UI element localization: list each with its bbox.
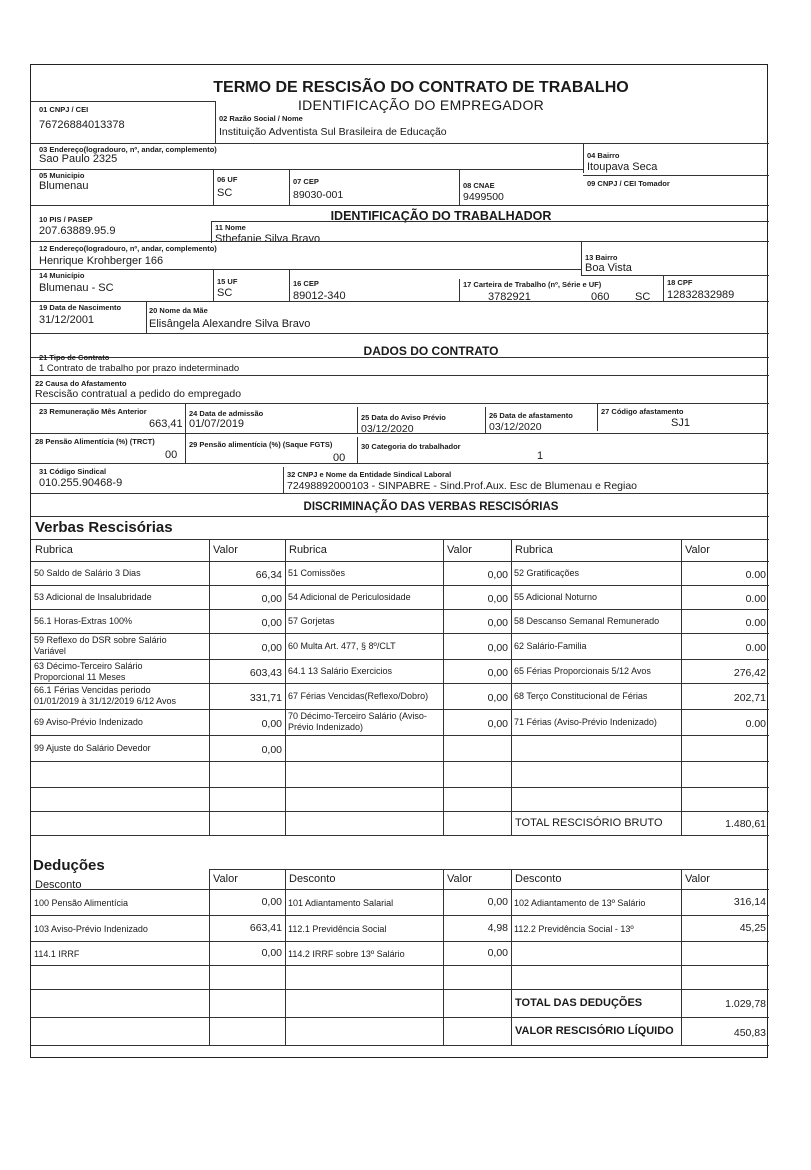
verba-valor: 0,00: [261, 642, 282, 654]
employer-cnpj: 76726884013378: [39, 119, 125, 131]
verba-rubrica: 68 Terço Constitucional de Férias: [514, 690, 648, 701]
contract-admissao: 01/07/2019: [189, 418, 245, 430]
remun-label: 23 Remuneração Mês Anterior: [39, 407, 147, 416]
contract-aviso: 03/12/2020: [361, 423, 414, 435]
worker-cep-label: 16 CEP: [293, 279, 319, 288]
deducao-valor: 0,00: [261, 896, 282, 908]
employer-bairro: Itoupava Seca: [587, 161, 658, 173]
verba-valor: 0.00: [745, 593, 766, 605]
valor-header: Valor: [213, 873, 238, 885]
cnae-label: 08 CNAE: [463, 181, 495, 190]
valor-liquido-value: 450,83: [733, 1027, 766, 1039]
total-bruto-value: 1.480,61: [725, 818, 766, 830]
employer-endereco: Sao Paulo 2325: [39, 153, 118, 165]
verba-valor: 331,71: [249, 692, 282, 704]
worker-ctps-uf: SC: [635, 291, 651, 303]
cod-afast-label: 27 Código afastamento: [601, 407, 684, 416]
rubrica-header: Rubrica: [515, 544, 553, 556]
cnpj-label: 01 CNPJ / CEI: [39, 105, 89, 114]
contract-codigo-sindical: 010.255.90468-9: [39, 477, 123, 489]
worker-municipio: Blumenau - SC: [39, 282, 114, 294]
deducao-desconto: 102 Adiantamento de 13º Salário: [514, 897, 646, 908]
document-title: TERMO DE RESCISÃO DO CONTRATO DE TRABALHO: [213, 79, 629, 96]
deducao-valor: 663,41: [249, 922, 282, 934]
verba-rubrica: 65 Férias Proporcionais 5/12 Avos: [514, 665, 651, 676]
valor-liquido-label: VALOR RESCISÓRIO LÍQUIDO: [515, 1025, 674, 1037]
deducao-desconto: 103 Aviso-Prévio Indenizado: [34, 923, 148, 934]
verba-rubrica: 54 Adicional de Periculosidade: [288, 591, 411, 602]
total-bruto-label: TOTAL RESCISÓRIO BRUTO: [515, 817, 663, 829]
verba-rubrica: 70 Décimo-Terceiro Salário (Aviso- Prévio Indenizado): [288, 711, 427, 732]
verba-valor: 603,43: [249, 667, 282, 679]
verba-valor: 276,42: [733, 667, 766, 679]
worker-mae: Elisângela Alexandre Silva Bravo: [149, 318, 311, 330]
verba-valor: 0,00: [487, 642, 508, 654]
verba-rubrica: 69 Aviso-Prévio Indenizado: [34, 716, 143, 727]
verba-rubrica: 67 Férias Vencidas(Reflexo/Dobro): [288, 690, 429, 701]
contract-entidade-sindical: 72498892000103 - SINPABRE - Sind.Prof.Aux. Esc de Blumenau e Regiao: [287, 480, 638, 492]
deducao-valor: 316,14: [733, 896, 766, 908]
verba-rubrica: 52 Gratificações: [514, 567, 580, 578]
verba-valor: 0,00: [487, 569, 508, 581]
causa-label: 22 Causa do Afastamento: [35, 379, 127, 388]
verba-rubrica: 60 Multa Art. 477, § 8º/CLT: [288, 640, 396, 651]
valor-header: Valor: [447, 873, 472, 885]
municipio-label: 05 Municipio: [39, 171, 85, 180]
verba-valor: 0,00: [261, 617, 282, 629]
worker-endereco-label: 12 Endereço(logradouro, nº, andar, complemento): [39, 244, 217, 253]
valor-header: Valor: [685, 544, 710, 556]
contract-tipo: 1 Contrato de trabalho por prazo indeterminado: [39, 363, 240, 374]
verba-rubrica: 51 Comissões: [288, 567, 346, 578]
verba-rubrica: 99 Ajuste do Salário Devedor: [34, 742, 151, 753]
worker-endereco: Henrique Krohberger 166: [39, 255, 164, 267]
employer-cnae: 9499500: [463, 191, 504, 203]
verba-valor: 0.00: [745, 718, 766, 730]
nasc-label: 19 Data de Nascimento: [39, 303, 122, 312]
deducao-valor: 0,00: [261, 947, 282, 959]
categoria-label: 30 Categoria do trabalhador: [361, 442, 461, 451]
section-contract-title: DADOS DO CONTRATO: [363, 344, 499, 358]
total-deducoes-value: 1.029,78: [725, 998, 766, 1010]
worker-municipio-label: 14 Município: [39, 271, 85, 280]
valor-header: Valor: [213, 544, 238, 556]
verba-valor: 0.00: [745, 617, 766, 629]
worker-bairro: Boa Vista: [585, 262, 632, 274]
verba-valor: 0,00: [487, 667, 508, 679]
verbas-title: Verbas Rescisórias: [35, 519, 173, 536]
worker-ctps-numero: 3782921: [488, 291, 531, 303]
admissao-label: 24 Data de admissão: [189, 409, 264, 418]
worker-pis: 207.63889.95.9: [39, 225, 116, 237]
rubrica-header: Rubrica: [289, 544, 327, 556]
worker-cpf: 12832832989: [667, 289, 735, 301]
ctps-label: 17 Carteira de Trabalho (nº, Série e UF): [463, 280, 602, 289]
razao-label: 02 Razão Social / Nome: [219, 114, 303, 123]
deducao-desconto: 112.2 Previdência Social - 13º: [514, 923, 634, 934]
verba-rubrica: 53 Adicional de Insalubridade: [34, 591, 152, 602]
deducao-valor: 0,00: [487, 947, 508, 959]
verba-valor: 66,34: [255, 569, 282, 581]
worker-cep: 89012-340: [293, 290, 346, 302]
tipo-label: 21 Tipo de Contrato: [39, 353, 110, 362]
section-verbas-title: DISCRIMINAÇÃO DAS VERBAS RESCISÓRIAS: [303, 501, 559, 513]
worker-nascimento: 31/12/2001: [39, 314, 95, 326]
deducoes-title: Deduções: [33, 857, 105, 874]
endereco-label: 03 Endereço(logradouro, nº, andar, complemento): [39, 145, 217, 154]
verba-valor: 0.00: [745, 569, 766, 581]
pis-label: 10 PIS / PASEP: [39, 215, 93, 224]
worker-uf-label: 15 UF: [217, 277, 238, 286]
worker-uf: SC: [217, 287, 233, 299]
pensao-fgts-label: 29 Pensão alimentícia (%) (Saque FGTS): [189, 440, 333, 449]
afast-label: 26 Data de afastamento: [489, 411, 573, 420]
contract-remuneracao: 663,41: [149, 418, 183, 430]
contract-causa: Rescisão contratual a pedido do empregado: [35, 388, 242, 400]
verba-valor: 0,00: [261, 718, 282, 730]
cnpj-tomador-label: 09 CNPJ / CEI Tomador: [587, 179, 670, 188]
cpf-label: 18 CPF: [667, 278, 693, 287]
deducao-valor: 45,25: [739, 922, 766, 934]
verba-valor: 0,00: [261, 593, 282, 605]
rubrica-header: Rubrica: [35, 544, 73, 556]
contract-cod-afastamento: SJ1: [671, 417, 690, 429]
deducao-desconto: 114.2 IRRF sobre 13º Salário: [288, 948, 405, 959]
section-worker-title: IDENTIFICAÇÃO DO TRABALHADOR: [330, 209, 552, 223]
deducao-valor: 4,98: [487, 922, 508, 934]
employer-cep: 89030-001: [293, 189, 344, 201]
aviso-label: 25 Data do Aviso Prévio: [361, 413, 446, 422]
valor-header: Valor: [685, 873, 710, 885]
employer-razao-social: Instituição Adventista Sul Brasileira de Educação: [219, 126, 447, 138]
worker-ctps-serie: 060: [591, 291, 610, 303]
verba-valor: 0,00: [487, 718, 508, 730]
uf-label: 06 UF: [217, 175, 238, 184]
desconto-header: Desconto: [35, 879, 82, 891]
verba-rubrica: 56.1 Horas-Extras 100%: [34, 615, 133, 626]
contract-pensao-trct: 00: [165, 449, 178, 461]
deducao-valor: 0,00: [487, 896, 508, 908]
verba-valor: 0,00: [487, 593, 508, 605]
contract-pensao-fgts: 00: [333, 452, 346, 464]
pensao-trct-label: 28 Pensão Alimentícia (%) (TRCT): [35, 437, 155, 446]
verba-rubrica: 55 Adicional Noturno: [514, 591, 598, 602]
verba-rubrica: 50 Saldo de Salário 3 Dias: [34, 567, 141, 578]
verba-valor: 0.00: [745, 642, 766, 654]
verba-valor: 0,00: [487, 617, 508, 629]
verba-rubrica: 62 Salário-Familia: [514, 640, 587, 651]
verba-rubrica: 57 Gorjetas: [288, 615, 335, 626]
trct-document: [30, 64, 768, 1058]
total-deducoes-label: TOTAL DAS DEDUÇÕES: [515, 997, 643, 1009]
bairro-label: 04 Bairro: [587, 151, 620, 160]
verba-rubrica: 63 Décimo-Terceiro Salário Proporcional 11 Meses: [34, 661, 143, 682]
contract-categoria: 1: [537, 450, 544, 462]
desconto-header: Desconto: [289, 873, 336, 885]
verba-valor: 0,00: [261, 744, 282, 756]
verba-rubrica: 58 Descanso Semanal Remunerado: [514, 615, 660, 626]
section-employer-title: IDENTIFICAÇÃO DO EMPREGADOR: [297, 97, 545, 113]
worker-bairro-label: 13 Bairro: [585, 253, 618, 262]
mae-label: 20 Nome da Mãe: [149, 306, 208, 315]
worker-nome: Sthefanie Silva Bravo: [215, 233, 321, 245]
nome-label: 11 Nome: [215, 223, 246, 232]
contract-afastamento: 03/12/2020: [489, 421, 542, 433]
deducao-desconto: 114.1 IRRF: [34, 948, 80, 959]
deducao-desconto: 100 Pensão Alimentícia: [34, 897, 129, 908]
verba-valor: 202,71: [733, 692, 766, 704]
valor-header: Valor: [447, 544, 472, 556]
verba-rubrica: 64.1 13 Salário Exercicios: [288, 665, 393, 676]
deducao-desconto: 112.1 Previdência Social: [288, 923, 387, 934]
desconto-header: Desconto: [515, 873, 562, 885]
deducao-desconto: 101 Adiantamento Salarial: [288, 897, 394, 908]
employer-municipio: Blumenau: [39, 180, 89, 192]
cep-label: 07 CEP: [293, 177, 319, 186]
verba-valor: 0,00: [487, 692, 508, 704]
entidade-label: 32 CNPJ e Nome da Entidade Sindical Laboral: [287, 470, 452, 479]
verba-rubrica: 66.1 Férias Vencidas periodo 01/01/2019 à 31/12/2019 6/12 Avos: [34, 685, 176, 706]
verba-rubrica: 59 Reflexo do DSR sobre Salário Variável: [34, 635, 167, 656]
employer-uf: SC: [217, 187, 233, 199]
sindical-label: 31 Código Sindical: [39, 467, 107, 476]
verba-rubrica: 71 Férias (Aviso-Prévio Indenizado): [514, 716, 657, 727]
